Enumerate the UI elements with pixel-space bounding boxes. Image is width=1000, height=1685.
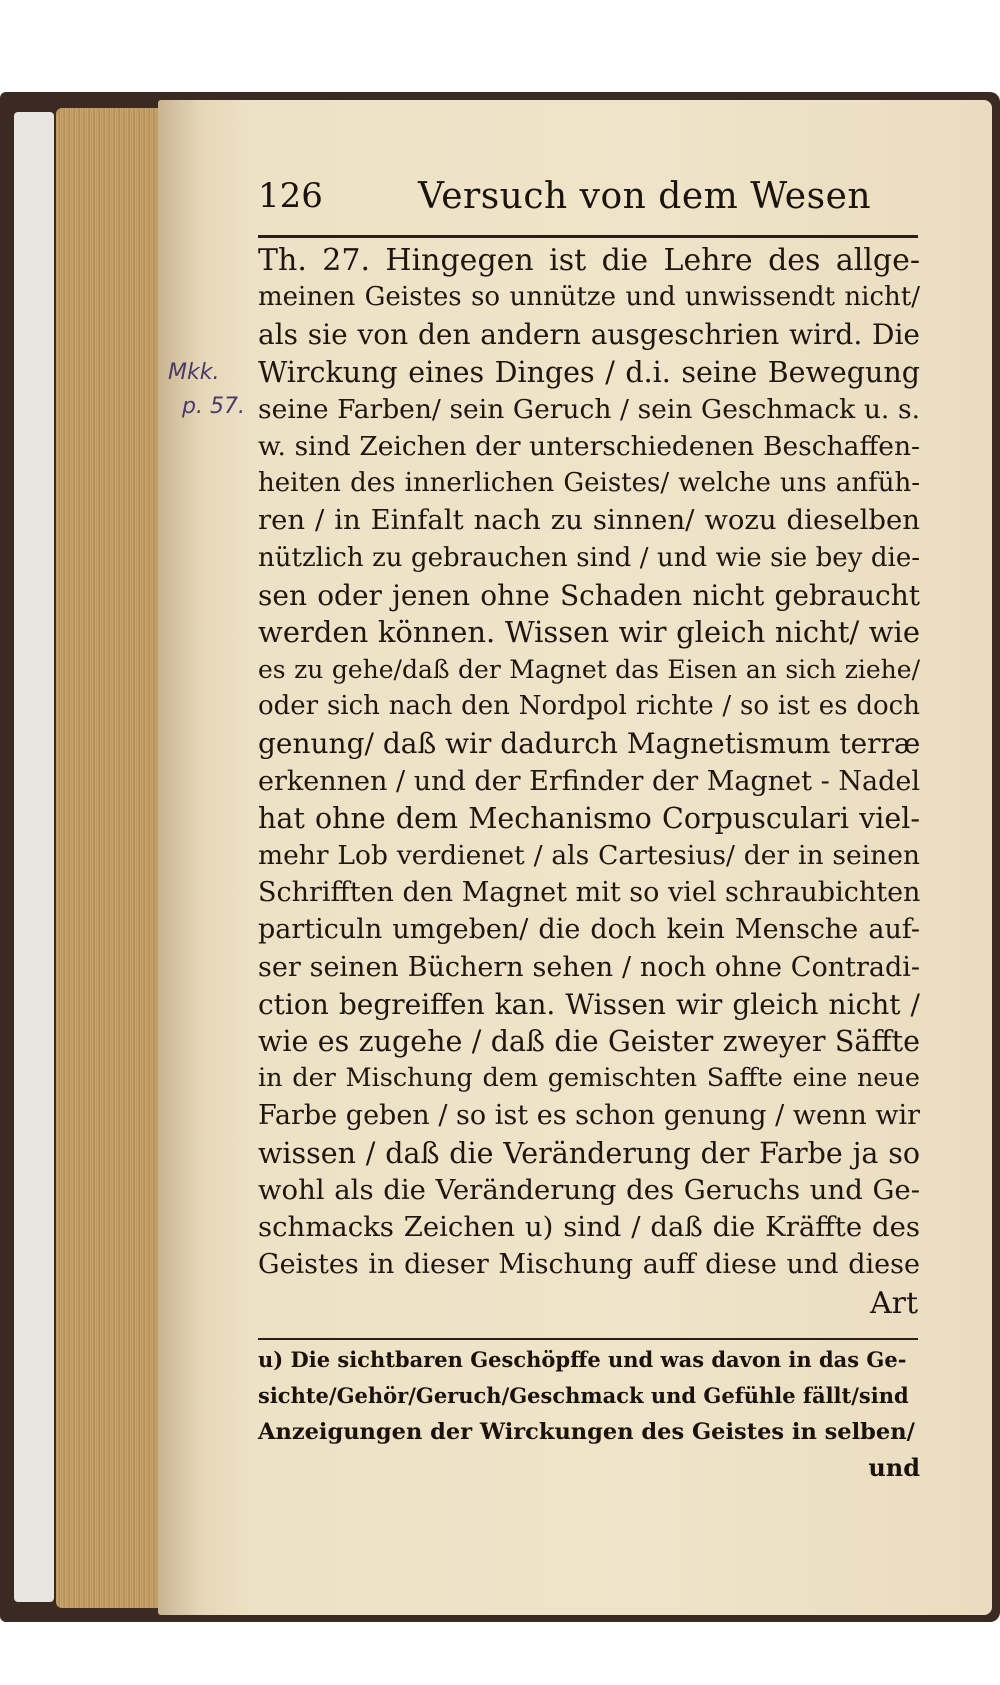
text-line: hat ohne dem Mechanismo Corpusculari viel- [258,801,920,835]
text-line: ren / in Einfalt nach zu sinnen/ wozu dieselben [258,504,920,537]
text-line: schmacks Zeichen u) sind / daß die Kräffte des [258,1210,920,1243]
text-line: particuln umgeben/ die doch kein Mensche auf- [258,914,920,946]
text-line: werden können. Wissen wir gleich nicht/ wie [258,614,920,649]
text-line: seine Farben/ sein Geruch / sein Geschmack u. s. [258,393,920,425]
text-line: mehr Lob verdienet / als Cartesius/ der in seinen [258,840,920,871]
header-rule [258,235,918,238]
text-line: als sie von den andern ausgeschrien wird. Die [258,318,920,352]
text-line: Th. 27. Hingegen ist die Lehre des allge- [258,243,920,278]
text-line: heiten des innerlichen Geistes/ welche uns anfüh- [258,468,920,499]
text-line: sen oder jenen ohne Schaden nicht gebraucht [258,578,920,612]
text-line: Schrifften den Magnet mit so viel schraubichten [258,877,921,909]
text-line: erkennen / und der Erfinder der Magnet - Nadel [258,765,920,797]
footnote-rule [258,1338,918,1340]
text-line: ser seinen Büchern sehen / noch ohne Contradi- [258,951,920,983]
footnote-line: u) Die sichtbaren Geschöpffe und was davon in das Ge- [258,1347,907,1372]
running-title: Versuch von dem Wesen [418,176,872,217]
text-line: genung/ daß wir dadurch Magnetismum terræ [258,727,921,761]
footnote-line: sichte/Gehör/Geruch/Geschmack und Gefühle fällt/sind [258,1383,909,1408]
text-line: Farbe geben / so ist es schon genung / wenn wir [258,1100,920,1132]
text-line: wohl als die Veränderung des Geruchs und Ge- [258,1173,920,1206]
text-line: nützlich zu gebrauchen sind / und wie sie bey die- [258,542,920,573]
text-line: oder sich nach den Nordpol richte / so ist es doch [258,691,920,722]
page-header [258,176,918,226]
text-line: Wirckung eines Dinges / d.i. seine Bewegung [258,355,920,389]
text-line: in der Mischung dem gemischten Saffte eine neue [258,1063,920,1094]
text-line: ction begreiffen kan. Wissen wir gleich nicht / [258,987,920,1021]
text-line: w. sind Zeichen der unterschiedenen Beschaffen- [258,430,920,462]
book-board-edge [14,112,54,1602]
text-line: wissen / daß die Veränderung der Farbe ja so [258,1136,920,1170]
text-line: es zu gehe/daß der Magnet das Eisen an sich ziehe/ [258,655,920,685]
margin-annotation-line: Mkk. [168,360,220,385]
text-line: meinen Geistes so unnütze und unwissendt nicht/ [258,282,920,313]
page-edges [56,108,162,1608]
footnote-catchword: und [868,1453,920,1482]
margin-annotation [168,356,258,424]
catchword: Art [870,1286,919,1321]
page-number: 126 [258,176,323,216]
footnote [258,1342,920,1486]
text-line: Geistes in dieser Mischung auff diese und diese [258,1249,920,1281]
margin-annotation-line: p. 57. [182,394,245,419]
footnote-line: Anzeigungen der Wirckungen des Geistes in selben/ [258,1419,915,1445]
text-line: wie es zugehe / daß die Geister zweyer Säffte [258,1024,920,1058]
body-text [258,242,920,1283]
